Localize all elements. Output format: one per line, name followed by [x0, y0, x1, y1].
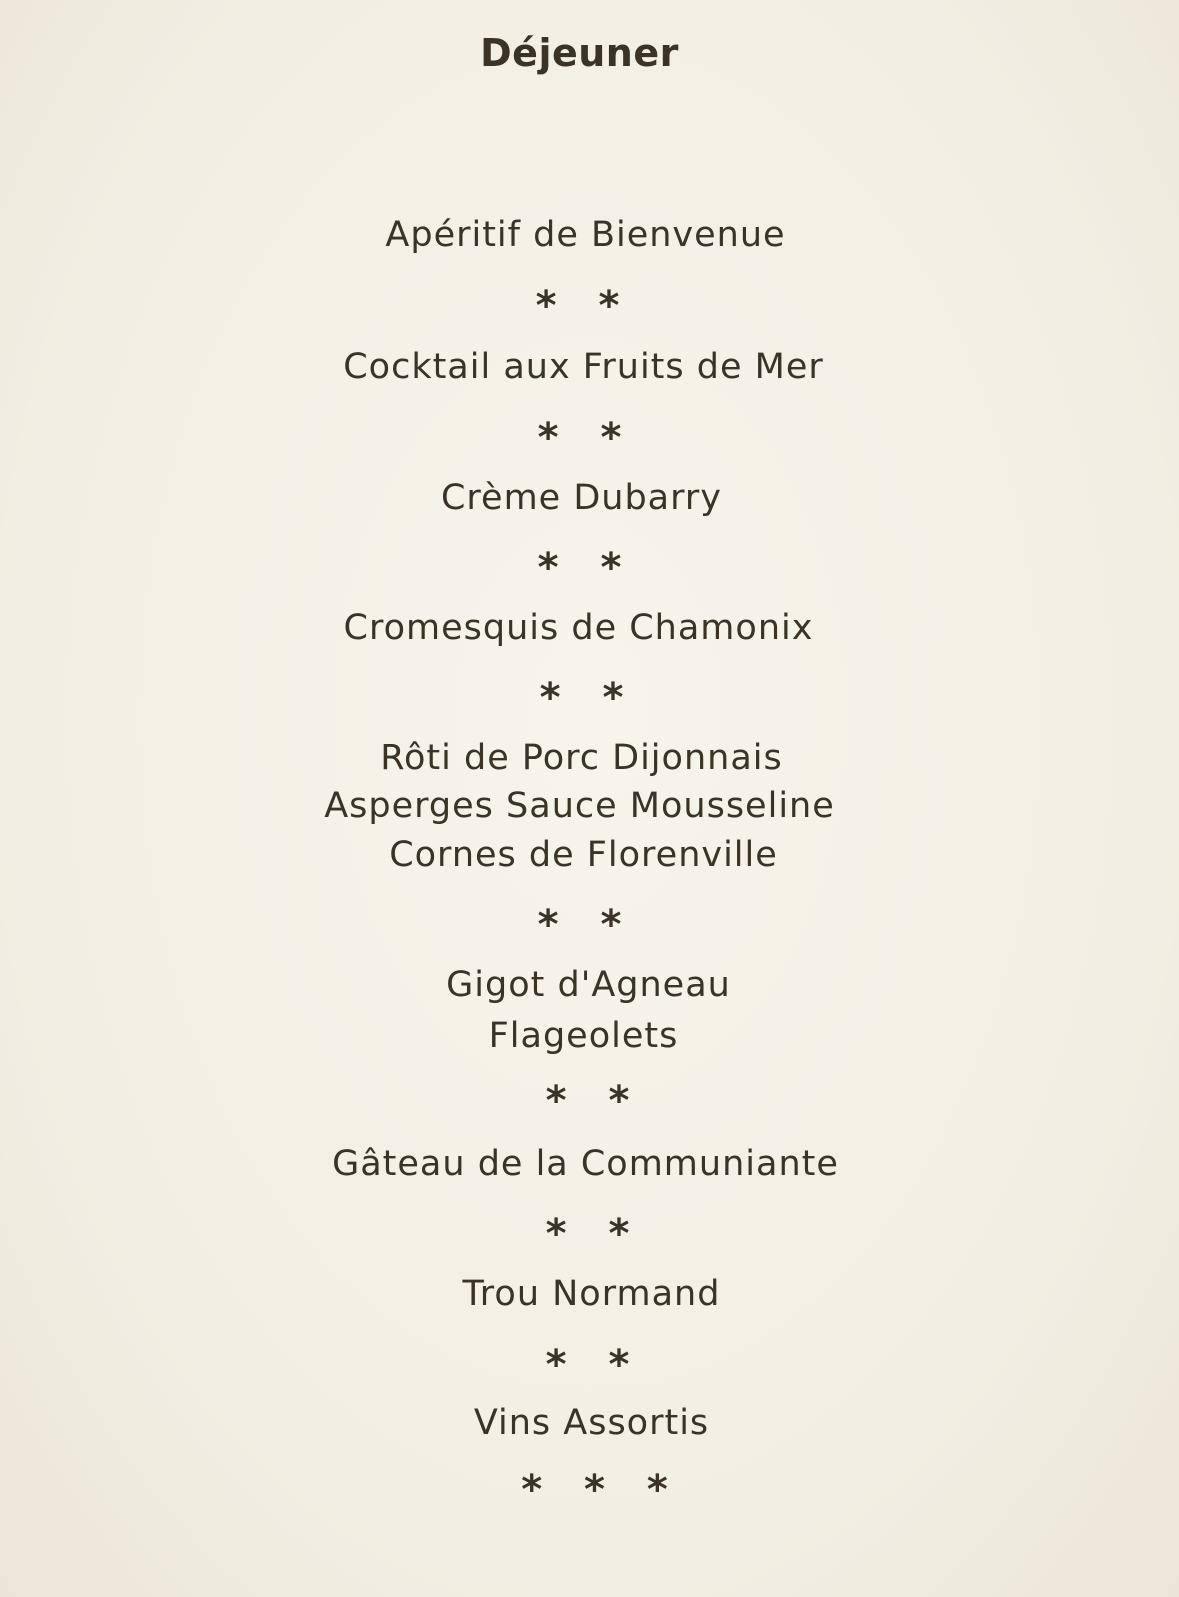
separator: * *: [537, 545, 636, 591]
separator: * *: [539, 675, 638, 721]
menu-item-cocktail: Cocktail aux Fruits de Mer: [343, 347, 824, 387]
separator: * *: [545, 1078, 644, 1124]
menu-item-cromesquis: Cromesquis de Chamonix: [343, 608, 814, 648]
menu-item-trou: Trou Normand: [462, 1274, 721, 1314]
menu-item-aperitif: Apéritif de Bienvenue: [385, 215, 786, 255]
separator: * *: [537, 902, 636, 948]
separator: * *: [535, 283, 634, 329]
menu-item-cornes: Cornes de Florenville: [389, 835, 778, 875]
menu-item-vins: Vins Assortis: [473, 1403, 710, 1443]
menu-item-asperges: Asperges Sauce Mousseline: [324, 786, 835, 826]
menu-item-gigot: Gigot d'Agneau: [446, 965, 731, 1005]
menu-item-roti: Rôti de Porc Dijonnais: [380, 738, 783, 778]
menu-item-gateau: Gâteau de la Communiante: [332, 1144, 839, 1184]
separator: * *: [545, 1342, 644, 1388]
menu-item-creme: Crème Dubarry: [440, 478, 723, 518]
menu-item-flageolets: Flageolets: [488, 1016, 679, 1056]
menu-title: Déjeuner: [480, 31, 679, 75]
separator-final: * * *: [521, 1467, 682, 1513]
separator: * *: [537, 415, 636, 461]
separator: * *: [545, 1211, 644, 1257]
